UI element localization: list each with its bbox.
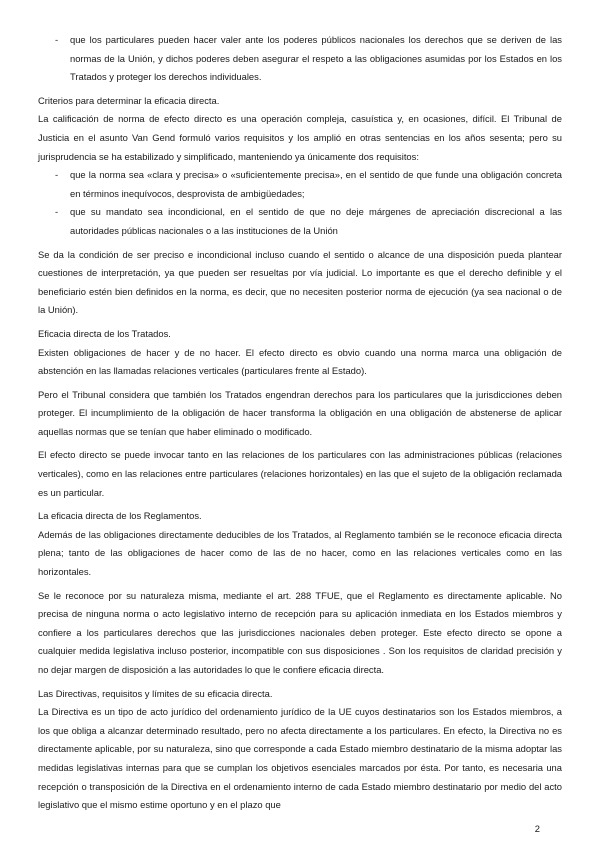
- document-body: [38, 31, 562, 838]
- bullet-marker: -: [55, 169, 59, 181]
- paragraph: Se da la condición de ser preciso e incondicional incluso cuando el sentido o alcance de una disposición pueda plantear cuestiones de interpretación, ya que pueden ser resueltas por vía judicial. Lo importante es que el derecho definible y el beneficiario estén bien definidos en la norma, es decir, que no necesiten posterior norma de ejecución (ya sea nacional o de la Unión).: [38, 248, 562, 316]
- section-heading: Eficacia directa de los Tratados.: [38, 327, 171, 339]
- bullet-item: [38, 203, 562, 240]
- paragraph: La Directiva es un tipo de acto jurídico del ordenamiento jurídico de la UE cuyos destinatarios son los Estados miembros, a los que obliga a alcanzar determinado resultado, pero no afecta directamente a los particulares. En efecto, la Directiva no es directamente aplicable, por su naturaleza, sino que corresponde a cada Estado miembro destinatario de la misma adoptar las medidas legislativas internas para que se cumplan los objetivos esenciales marcados por ésta. Por tanto, es necesaria una recepción o transposición de la Directiva en el ordenamiento interno de cada Estado miembro destinatario por medio del acto legislativo que el mismo estime oportuno y en el plazo que: [38, 706, 562, 811]
- bullet-text: que su mandato sea incondicional, en el sentido de que no deje márgenes de apreciación discrecional a las autoridades públicas nacionales o a las instituciones de la Unión: [70, 206, 562, 236]
- document-blocks: [38, 31, 562, 815]
- section-heading: La eficacia directa de los Reglamentos.: [38, 510, 202, 522]
- bullet-marker: -: [55, 206, 59, 218]
- section-heading: Las Directivas, requisitos y límites de su eficacia directa.: [38, 687, 273, 699]
- paragraph: Existen obligaciones de hacer y de no hacer. El efecto directo es obvio cuando una norma marca una obligación de abstención en las llamadas relaciones verticales (particulares frente al Estado).: [38, 346, 562, 377]
- bullet-item: [38, 31, 562, 87]
- paragraph: Pero el Tribunal considera que también los Tratados engendran derechos para los particulares que la jurisdicciones deben proteger. El incumplimiento de la obligación de hacer transforma la obligación en una obligación de abstenerse de aplicar aquellas normas que se tenían que haber eliminado o modificado.: [38, 388, 562, 437]
- bullet-text: que la norma sea «clara y precisa» o «suficientemente precisa», en el sentido de que funde una obligación concreta en términos inequívocos, desprovista de ambigüedades;: [70, 169, 562, 199]
- bullet-item: [38, 166, 562, 203]
- paragraph: La calificación de norma de efecto directo es una operación compleja, casuística y, en ocasiones, difícil. El Tribunal de Justicia en el asunto Van Gend formuló varios requisitos y los amplió en otras sentencias en los años sesenta; pero su jurisprudencia se ha estabilizado y simplificado, manteniendo ya únicamente dos requisitos:: [38, 113, 562, 162]
- bullet-text: que los particulares pueden hacer valer ante los poderes públicos nacionales los derechos que se deriven de las normas de la Unión, y dichos poderes deben asegurar el respeto a las obligaciones asumidas por los Estados en los Tratados y proteger los derechos individuales.: [70, 34, 562, 83]
- page-number: 2: [534, 822, 540, 834]
- section-heading: Criterios para determinar la eficacia directa.: [38, 94, 220, 106]
- bullet-marker: -: [55, 34, 59, 45]
- paragraph: El efecto directo se puede invocar tanto en las relaciones de los particulares con las administraciones públicas (relaciones verticales), como en las relaciones entre particulares (relaciones horizontales) en las que el sujeto de la obligación reclamada es un particular.: [38, 449, 562, 498]
- paragraph: Además de las obligaciones directamente deducibles de los Tratados, al Reglamento también se le reconoce eficacia directa plena; tanto de las obligaciones de hacer como de las de no hacer, como en las relaciones verticales como en las horizontales.: [38, 528, 562, 578]
- paragraph: Se le reconoce por su naturaleza misma, mediante el art. 288 TFUE, que el Reglamento es directamente aplicable. No precisa de ninguna norma o acto legislativo interno de recepción para su aplicación inmediata en los Estados miembros y confiere a los particulares derechos que las jurisdicciones nacionales deben proteger. Este efecto directo se opone a cualquier medida legislativa incluso posterior, incompatible con sus disposiciones . Son los requisitos de claridad precisión y no dejar margen de disposición a las autoridades lo que le confiere eficacia directa.: [38, 589, 562, 675]
